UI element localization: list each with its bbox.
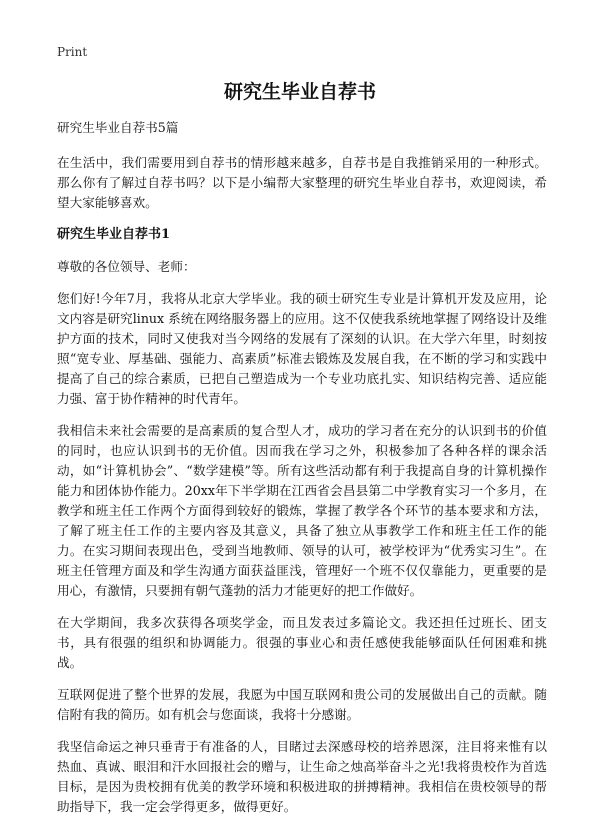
body-paragraph: 互联网促进了整个世界的发展，我愿为中国互联网和贵公司的发展做出自己的贡献。随信附有我的简历。如有机会与您面谈，我将十分感谢。 [57,687,547,722]
body-paragraph: 您们好!今年7月，我将从北京大学毕业。我的硕士研究生专业是计算机开发及应用，论文内容是研究linux 系统在网络服务器上的应用。这不仅使我系统地掌握了网络设计及维护方面的技术，同时又使我对当今网络的发展有了深刻的认识。在大学六年里，时刻按照“宽专业、厚基础、强能力、高素质”标准去锻炼及发展自我，在不断的学习和实践中提高了自己的综合素质，已把自己塑造成为一个专业功底扎实、知识结构完善、适应能力强、富于协作精神的时代青年。 [57,291,547,406]
document-title: 研究生毕业自荐书 [223,81,376,103]
body-paragraph: 我相信未来社会需要的是高素质的复合型人才，成功的学习者在充分的认识到书的价值的同时，也应认识到书的无价值。因而我在学习之外，积极参加了各种各样的课余活动，如“计算机协会”、“数学建模”等。所有这些活动都有利于我提高自身的计算机操作能力和团体协作能力。20xx年下半学期在江西省会昌县第二中学教育实习一个多月，在教学和班主任工作两个方面得到较好的锻炼，掌握了教学各个环节的基本要求和方法，了解了班主任工作的主要内容及其意义，具备了独立从事教学工作和班主任工作的能力。在实习期间表现出色，受到当地教师、领导的认可，被学校评为“优秀实习生”。在班主任管理方面及和学生沟通方面获益匪浅，管理好一个班不仅仅靠能力，更重要的是用心，有激情，只要拥有朝气蓬勃的活力才能更好的把工作做好。 [57,423,547,598]
document-body [57,118,547,829]
section-heading: 研究生毕业自荐书1 [57,227,171,242]
document-subtitle: 研究生毕业自荐书5篇 [57,120,179,135]
body-paragraph: 在大学期间，我多次获得各项奖学金，而且发表过多篇论文。我还担任过班长、团支书，具有很强的组织和协调能力。很强的事业心和责任感使我能够面队任何困难和挑战。 [57,615,547,670]
greeting: 尊敬的各位领导、老师： [57,259,196,274]
intro-paragraph: 在生活中，我们需要用到自荐书的情形越来越多，自荐书是自我推销采用的一种形式。那么你有了解过自荐书吗？以下是小编帮大家整理的研究生毕业自荐书，欢迎阅读，希望大家能够喜欢。 [57,155,547,210]
body-paragraph: 我坚信命运之神只垂青于有准备的人，目睹过去深感母校的培养恩深，注目将来惟有以热血、真诚、眼泪和汗水回报社会的赠与，让生命之烛高举奋斗之光!我将贵校作为首选目标，是因为贵校拥有优美的教学环境和积极进取的拼搏精神。我相信在贵校领导的帮助指导下，我一定会学得更多，做得更好。 [57,739,547,814]
print-link[interactable]: Print [57,45,88,59]
